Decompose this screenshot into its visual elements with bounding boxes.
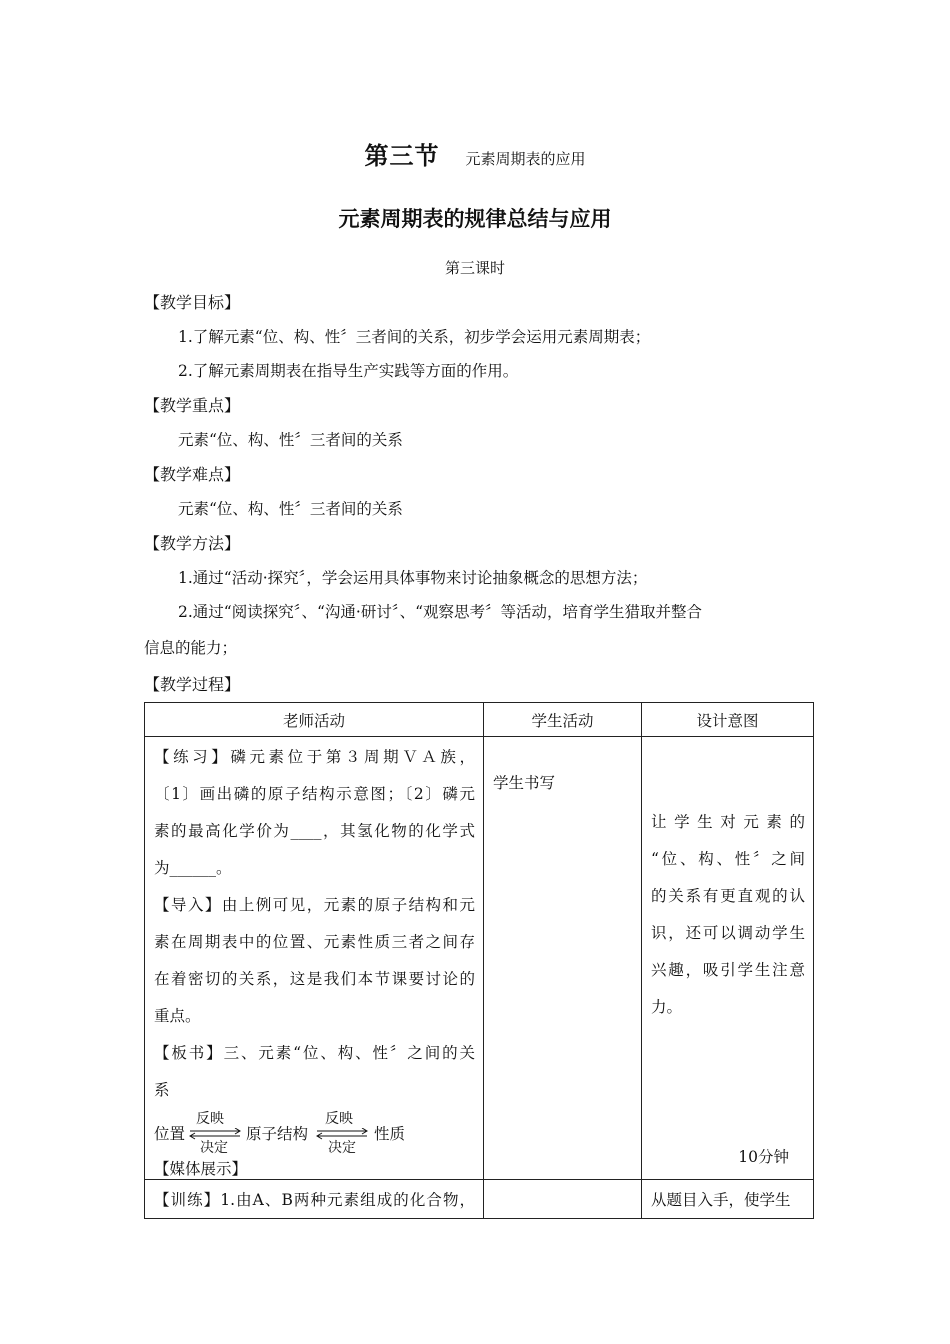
- teacher-line: 【媒体展示】: [154, 1160, 248, 1178]
- design-line: 的关系有更直观的认: [651, 887, 805, 905]
- section-title: [0, 136, 950, 171]
- teacher-line: 素在周期表中的位置、元素性质三者之间存: [154, 933, 475, 951]
- design-line: 力。: [651, 998, 683, 1016]
- diagram-arrow-bottom-label-2: 决定: [328, 1140, 356, 1156]
- teacher-line: 素的最高化学价为____，其氢化物的化学式: [154, 822, 475, 840]
- relation-diagram: [154, 1109, 475, 1159]
- student-activity-text: 学生书写: [493, 774, 556, 792]
- student-activity-cell: [484, 737, 642, 1180]
- main-title: 元素周期表的规律总结与应用: [338, 207, 612, 231]
- diagram-property-label: 性质: [374, 1125, 406, 1143]
- diagram-arrow-top-label-1: 反映: [196, 1111, 224, 1127]
- teacher-line: 【练习】磷元素位于第３周期ＶＡ族，: [154, 748, 475, 766]
- design-line: 让学生对元素的: [651, 813, 805, 831]
- design-intent-cell: [642, 737, 814, 1180]
- diagram-arrow-bottom-label-1: 决定: [200, 1140, 228, 1156]
- teacher-activity-cell: [145, 737, 484, 1180]
- table-row: [145, 1180, 814, 1219]
- lesson-label: 第三课时: [444, 259, 505, 277]
- diagram-structure-label: 原子结构: [246, 1125, 309, 1143]
- teacher-line: 【训练】1.由A、B两种元素组成的化合物，: [154, 1191, 475, 1209]
- process-table: [144, 702, 814, 1219]
- column-header-design: 设计意图: [642, 703, 814, 737]
- student-activity-cell: [484, 1180, 642, 1219]
- column-header-teacher: 老师活动: [145, 703, 484, 737]
- teacher-activity-cell: [145, 1180, 484, 1219]
- design-line: 识，还可以调动学生: [651, 924, 805, 942]
- diagram-position-label: 位置: [154, 1125, 186, 1143]
- method-item-2-line-1: 2.通过“阅读探究〞、“沟通·研讨〞、“观察思考〞等活动，培育学生猎取并整合: [178, 603, 702, 621]
- teacher-line: 【板书】三、元素“位、构、性〞之间的关: [154, 1044, 475, 1062]
- teacher-line: 〔1〕画出磷的原子结构示意图；〔2〕磷元: [154, 785, 475, 803]
- column-header-student: 学生活动: [484, 703, 642, 737]
- design-line: 从题目入手，使学生: [651, 1191, 791, 1209]
- difficulty-text: 元素“位、构、性〞三者间的关系: [178, 500, 403, 518]
- design-intent-cell: [642, 1180, 814, 1219]
- design-line: “位、构、性〞之间: [651, 850, 805, 868]
- design-line: 兴趣，吸引学生注意: [651, 961, 805, 979]
- method-item-2-line-2: 信息的能力；: [144, 639, 238, 657]
- focus-heading: 【教学重点】: [144, 396, 241, 415]
- table-header-row: [145, 703, 814, 737]
- method-item-1: 1.通过“活动·探究〞，学会运用具体事物来讨论抽象概念的思想方法；: [178, 569, 648, 587]
- section-subtitle: 元素周期表的应用: [465, 150, 586, 168]
- diagram-arrow-top-label-2: 反映: [325, 1111, 353, 1127]
- objective-item-2: 2.了解元素周期表在指导生产实践等方面的作用。: [178, 362, 519, 380]
- objective-item-1: 1.了解元素“位、构、性〞三者间的关系，初步学会运用元素周期表；: [178, 328, 651, 346]
- section-label: 第三节: [364, 142, 440, 170]
- teacher-line: 重点。: [154, 1007, 201, 1025]
- teacher-line: 系: [154, 1081, 170, 1099]
- time-label: 10分钟: [738, 1148, 789, 1166]
- teacher-line: 【导入】由上例可见，元素的原子结构和元: [154, 896, 475, 914]
- objectives-heading: 【教学目标】: [144, 293, 241, 312]
- table-row: [145, 737, 814, 1180]
- focus-text: 元素“位、构、性〞三者间的关系: [178, 431, 403, 449]
- difficulty-heading: 【教学难点】: [144, 465, 241, 484]
- teacher-line: 为______。: [154, 859, 232, 877]
- methods-heading: 【教学方法】: [144, 534, 241, 553]
- process-heading: 【教学过程】: [144, 675, 241, 694]
- teacher-line: 在着密切的关系，这是我们本节课要讨论的: [154, 970, 475, 988]
